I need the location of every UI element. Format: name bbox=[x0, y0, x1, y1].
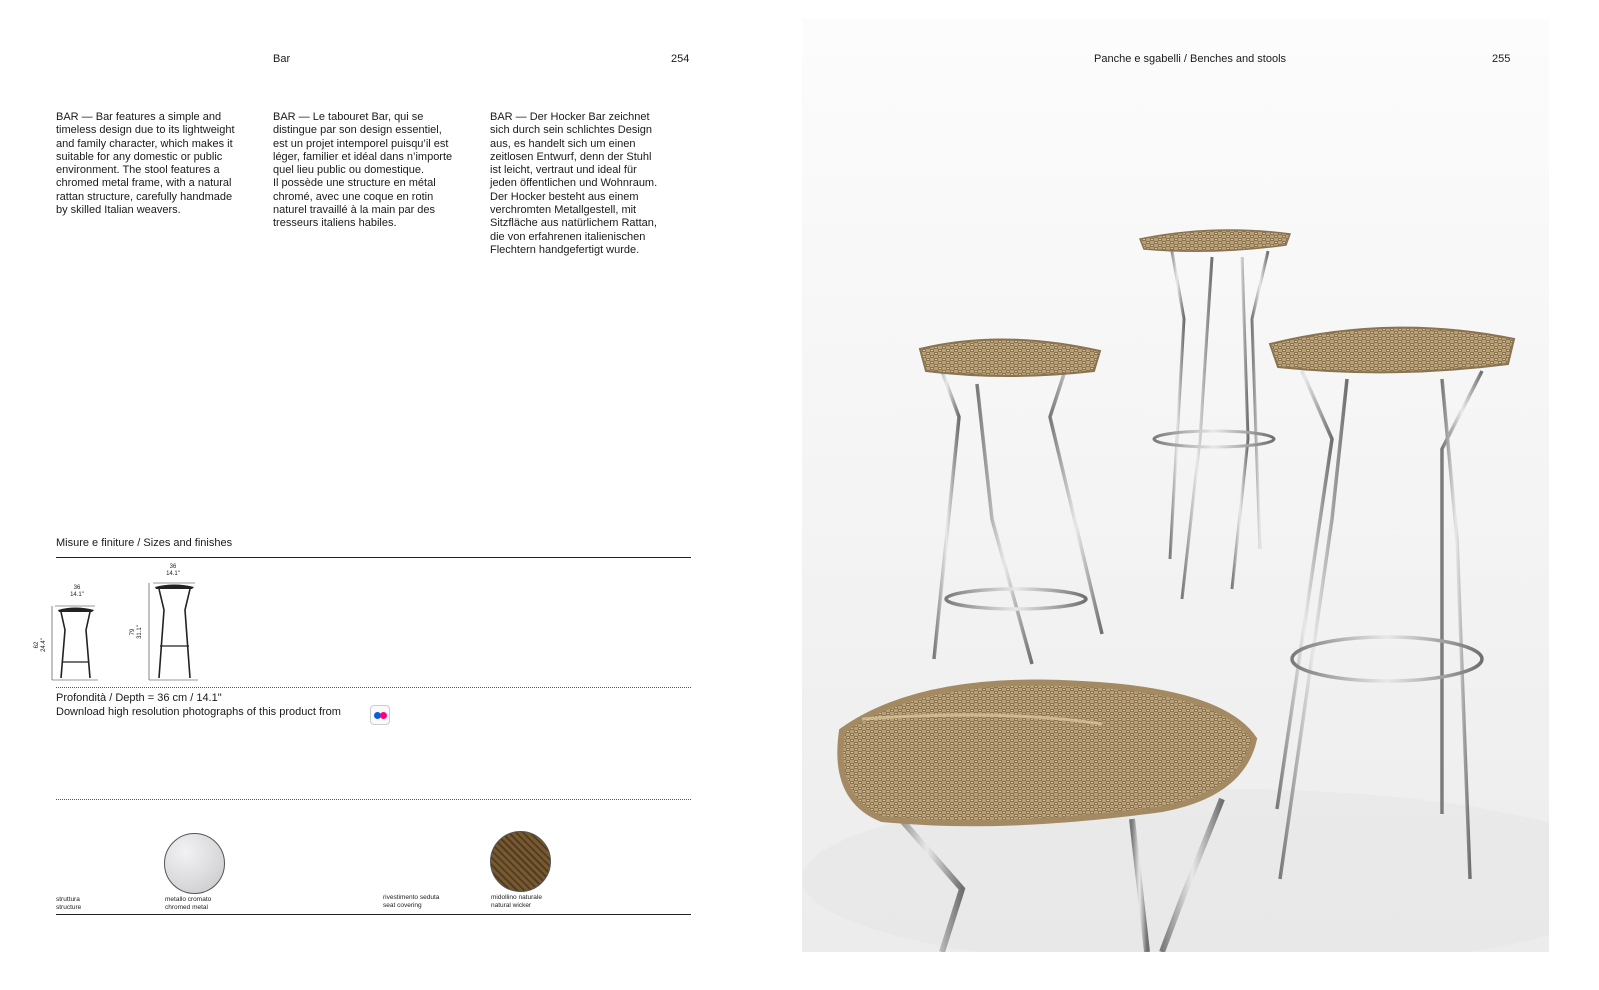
download-line: Download high resolution photographs of this product from bbox=[56, 705, 341, 718]
dimension-height-1 bbox=[34, 630, 48, 660]
dimension-width-cm: 36 bbox=[169, 564, 177, 570]
description-german-text: BAR — Der Hocker Bar zeichnet sich durch sein schlichtes Design aus, es handelt sich um einen zeitlosen Entwurf, denn der Stuhl ist leicht, vertraut und ideal für jeden öffentlichen und Wohnraum. Der Hocker besteht aus einem verchromten Metallgestell, mit Sitzfläche aus natürlichem Rattan, die von erfahrenen italienischen Flechtern handgefertigt wurde. bbox=[490, 111, 658, 256]
dimension-width-1 bbox=[60, 585, 94, 599]
dimension-height-2 bbox=[130, 617, 144, 647]
swatch-chromed-metal bbox=[164, 833, 225, 894]
finish-category-structure: struttura structure bbox=[56, 896, 82, 911]
page-number-left: 254 bbox=[671, 53, 690, 65]
stools-illustration bbox=[802, 19, 1549, 952]
description-french-text: BAR — Le tabouret Bar, qui se distingue par son design essentiel, est un projet intemporel puisqu’il est léger, familier et idéal dans n’importe quel lieu public ou domestique. Il possède une structure en métal chromé, avec une coque en rotin naturel travaillé à la main par des tresseurs italiens habiles. bbox=[273, 111, 453, 230]
dimension-height-in: 31.1" bbox=[137, 625, 143, 639]
description-french bbox=[273, 111, 463, 231]
four-bar-stools-photo bbox=[802, 19, 1549, 952]
divider bbox=[56, 687, 691, 688]
dimension-height-in: 24.4" bbox=[41, 638, 47, 652]
finish-name-chromed-metal: metallo cromato chromed metal bbox=[165, 896, 212, 911]
description-german bbox=[490, 111, 680, 257]
dimension-height-cm: 62 bbox=[34, 641, 40, 649]
page-number-right: 255 bbox=[1492, 53, 1511, 65]
divider bbox=[56, 914, 691, 915]
dimension-width-2 bbox=[156, 564, 190, 578]
dimension-width-in: 14.1" bbox=[70, 592, 84, 598]
dimension-width-in: 14.1" bbox=[166, 571, 180, 577]
stool-left bbox=[934, 371, 1102, 664]
flickr-icon[interactable] bbox=[370, 705, 390, 725]
swatch-natural-wicker bbox=[490, 831, 551, 892]
description-english bbox=[56, 111, 246, 217]
dimension-width-cm: 36 bbox=[73, 585, 81, 591]
divider bbox=[56, 557, 691, 558]
depth-line: Profondità / Depth = 36 cm / 14.1" bbox=[56, 692, 222, 704]
stool-drawing-tall bbox=[144, 580, 204, 682]
finish-name-natural-wicker: midollino naturale natural wicker bbox=[491, 894, 542, 909]
finish-category-seat: rivestimento seduta seat covering bbox=[383, 894, 440, 909]
sizes-finishes-title: Misure e finiture / Sizes and finishes bbox=[56, 537, 233, 549]
stool-back bbox=[1154, 251, 1274, 599]
divider bbox=[56, 799, 691, 800]
description-english-text: BAR — Bar features a simple and timeless design due to its lightweight and family character, which makes it suitable for any domestic or public environment. The stool features a chromed metal frame, with a natural rattan structure, carefully handmade by skilled Italian weavers. bbox=[56, 111, 235, 217]
stool-drawing-low bbox=[48, 600, 103, 682]
running-head-left: Bar bbox=[273, 53, 291, 65]
dimension-height-cm: 79 bbox=[130, 628, 136, 636]
running-head-right: Panche e sgabelli / Benches and stools bbox=[1094, 53, 1287, 65]
product-info bbox=[56, 692, 341, 719]
